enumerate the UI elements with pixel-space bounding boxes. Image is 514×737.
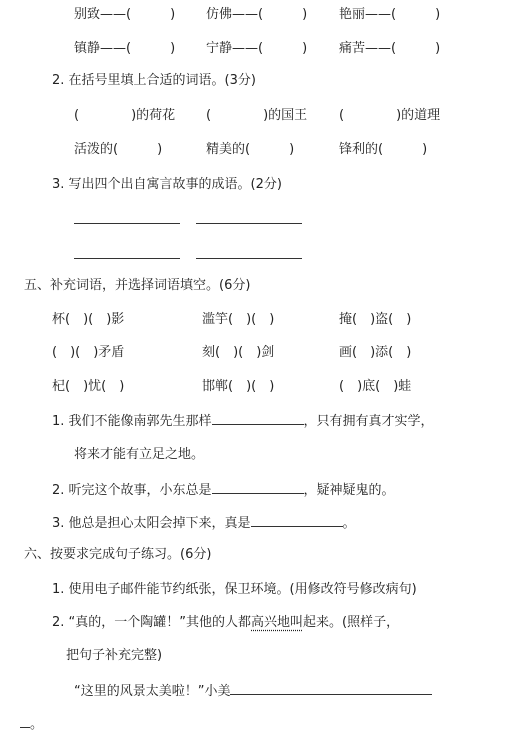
fill-2-text-b: ，疑神疑鬼的。 xyxy=(303,483,395,498)
fill-sentence-1 xyxy=(52,411,434,431)
q3-answer-line[interactable] xyxy=(196,258,302,259)
q2-item: ( )的荷花 xyxy=(74,108,176,123)
dotted-emphasis: 高兴地叫 xyxy=(251,615,304,630)
q2-title: 2. 在括号里填上合适的词语。(3分) xyxy=(52,73,256,88)
idiom-item: ( )底( )蛙 xyxy=(339,379,412,394)
sentence-2-text-a: 2. “真的，一个陶罐！”其他的人都 xyxy=(52,615,252,630)
idiom-item: 刻( )( )剑 xyxy=(202,345,275,360)
q1-item: 仿佛——( ) xyxy=(206,7,308,22)
fill-2-text-a: 2. 听完这个故事，小东总是 xyxy=(52,483,212,498)
q1-item: 镇静——( ) xyxy=(74,41,176,56)
sentence-3-end-blank[interactable] xyxy=(20,714,30,728)
fill-1-text-a: 1. 我们不能像南郭先生那样 xyxy=(52,414,212,429)
q1-item: 宁静——( ) xyxy=(206,41,308,56)
fill-3-text-b: 。 xyxy=(342,516,356,531)
q2-item: 精美的( ) xyxy=(206,142,295,157)
sentence-2-continuation: 把句子补充完整) xyxy=(66,648,163,663)
q2-item: ( )的国王 xyxy=(206,108,308,123)
sentence-1: 1. 使用电子邮件能节约纸张，保卫环境。(用修改符号修改病句) xyxy=(52,582,417,597)
idiom-item: ( )( )矛盾 xyxy=(52,345,125,360)
q1-item: 别致——( ) xyxy=(74,7,176,22)
q3-answer-line[interactable] xyxy=(74,223,180,224)
q2-item: ( )的道理 xyxy=(339,108,441,123)
fill-1-continuation: 将来才能有立足之地。 xyxy=(74,447,205,462)
fill-sentence-3 xyxy=(52,513,356,533)
q3-answer-line[interactable] xyxy=(196,223,302,224)
fill-1-text-b: ，只有拥有真才实学， xyxy=(303,414,434,429)
sentence-3-blank[interactable] xyxy=(230,681,432,695)
idiom-item: 滥竽( )( ) xyxy=(202,312,275,327)
q3-title: 3. 写出四个出自寓言故事的成语。(2分) xyxy=(52,177,282,192)
sentence-3-period: 。 xyxy=(30,717,44,732)
q1-item: 艳丽——( ) xyxy=(339,7,441,22)
fill-2-blank[interactable] xyxy=(212,480,304,494)
q2-item: 锋利的( ) xyxy=(339,142,428,157)
sentence-3 xyxy=(74,681,432,701)
sentence-3-text: “这里的风景太美啦！”小美 xyxy=(74,684,231,699)
sentence-3-end xyxy=(20,714,43,734)
q2-item: 活泼的( ) xyxy=(74,142,163,157)
sentence-2 xyxy=(52,614,399,632)
q3-answer-line[interactable] xyxy=(74,258,180,259)
q1-item: 痛苦——( ) xyxy=(339,41,441,56)
idiom-item: 邯郸( )( ) xyxy=(202,379,275,394)
idiom-item: 杯( )( )影 xyxy=(52,312,125,327)
fill-3-text-a: 3. 他总是担心太阳会掉下来，真是 xyxy=(52,516,251,531)
idiom-item: 杞( )忧( ) xyxy=(52,379,125,394)
fill-sentence-2 xyxy=(52,480,395,500)
fill-1-blank[interactable] xyxy=(212,411,304,425)
section-5-title: 五、补充词语，并选择词语填空。(6分) xyxy=(24,278,251,293)
sentence-2-text-b: 起来。(照样子， xyxy=(303,615,400,630)
fill-3-blank[interactable] xyxy=(251,513,343,527)
section-6-title: 六、按要求完成句子练习。(6分) xyxy=(24,547,212,562)
idiom-item: 掩( )盗( ) xyxy=(339,312,412,327)
idiom-item: 画( )添( ) xyxy=(339,345,412,360)
